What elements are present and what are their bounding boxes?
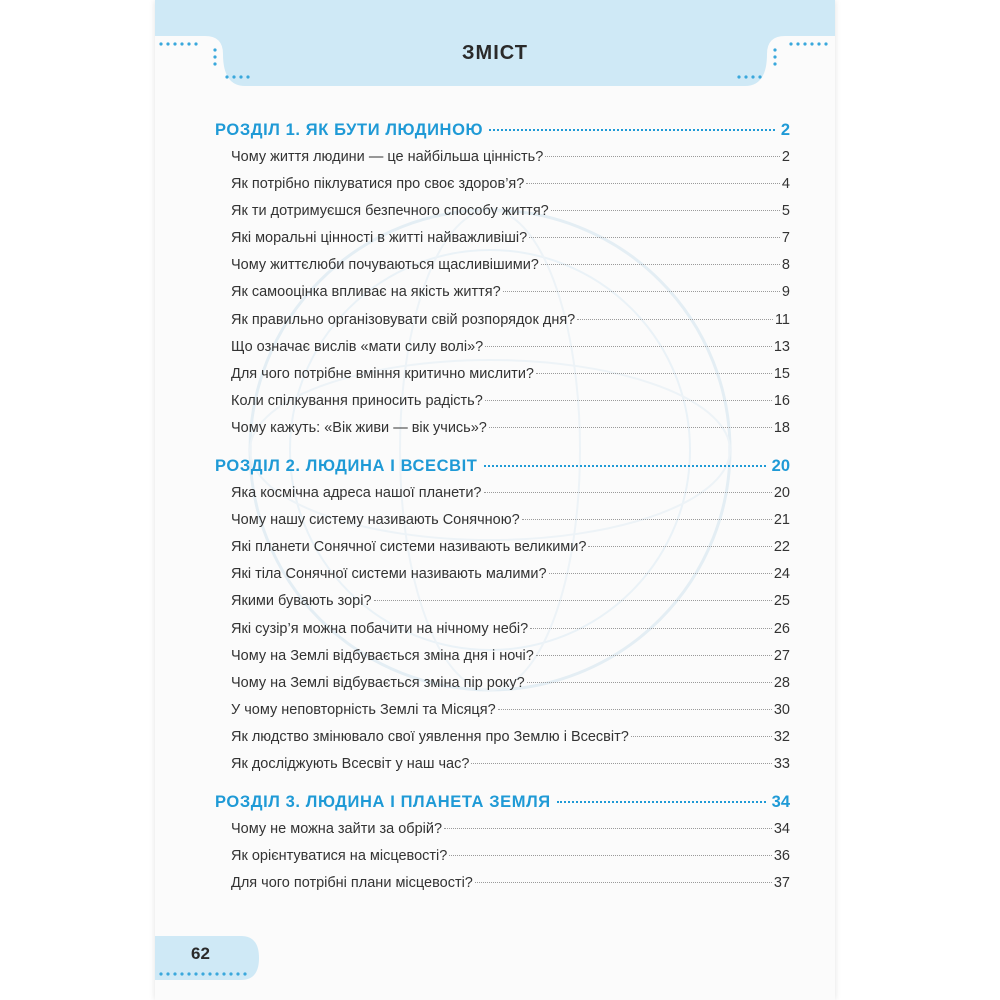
toc-section bbox=[215, 116, 790, 442]
toc-item[interactable] bbox=[215, 561, 790, 588]
dot-leader bbox=[475, 882, 772, 883]
toc-item[interactable] bbox=[215, 279, 790, 306]
toc-item-page-number: 37 bbox=[773, 875, 790, 892]
dot-leader bbox=[484, 492, 772, 493]
section-title: РОЗДІЛ 1. ЯК БУТИ ЛЮДИНОЮ bbox=[215, 121, 484, 139]
dot-leader bbox=[503, 291, 780, 292]
toc-item[interactable] bbox=[215, 507, 790, 534]
toc-item-page-number: 13 bbox=[773, 338, 790, 355]
toc-item-page-number: 5 bbox=[781, 203, 790, 220]
toc-item-page-number: 30 bbox=[773, 701, 790, 718]
dot-leader bbox=[549, 573, 772, 574]
dot-leader bbox=[577, 319, 773, 320]
toc-item-page-number: 4 bbox=[781, 176, 790, 193]
decor-dot bbox=[180, 972, 183, 975]
dot-leader bbox=[485, 400, 772, 401]
dot-leader bbox=[444, 828, 772, 829]
toc-item-page-number: 22 bbox=[773, 539, 790, 556]
page-number: 62 bbox=[191, 944, 210, 963]
toc-item-title: Чому не можна зайти за обрій? bbox=[231, 821, 443, 838]
toc-item-page-number: 33 bbox=[773, 755, 790, 772]
toc-item-page-number: 21 bbox=[773, 512, 790, 529]
section-spacer bbox=[215, 442, 790, 452]
toc-item-page-number: 7 bbox=[781, 230, 790, 247]
toc-item-title: Для чого потрібне вміння критично мислити? bbox=[231, 365, 534, 382]
toc-item[interactable] bbox=[215, 388, 790, 415]
toc-item-title: Коли спілкування приносить радість? bbox=[231, 392, 483, 409]
toc-item-title: Для чого потрібні плани місцевості? bbox=[231, 875, 473, 892]
toc-item[interactable] bbox=[215, 751, 790, 778]
toc-item-page-number: 8 bbox=[781, 257, 790, 274]
book-page bbox=[155, 0, 835, 1000]
toc-item-title: Чому кажуть: «Вік живи — вік учись»? bbox=[231, 419, 487, 436]
toc-item[interactable] bbox=[215, 616, 790, 643]
decor-dot bbox=[208, 972, 211, 975]
toc-item-page-number: 2 bbox=[781, 149, 790, 165]
toc-item-page-number: 25 bbox=[773, 593, 790, 610]
decor-dot bbox=[758, 75, 761, 78]
toc-item-page-number: 18 bbox=[773, 419, 790, 436]
dot-leader bbox=[551, 210, 780, 211]
toc-item[interactable] bbox=[215, 334, 790, 361]
toc-item-list bbox=[215, 816, 790, 897]
toc-item-title: Яка космічна адреса нашої планети? bbox=[231, 485, 482, 502]
toc-item-title: Які планети Сонячної системи називають великими? bbox=[231, 539, 587, 556]
section-title: РОЗДІЛ 3. ЛЮДИНА І ПЛАНЕТА ЗЕМЛЯ bbox=[215, 793, 551, 812]
toc-item-title: Чому життєлюби почуваються щасливішими? bbox=[231, 257, 539, 274]
section-heading[interactable] bbox=[215, 116, 790, 144]
decor-dot bbox=[215, 972, 218, 975]
dot-leader bbox=[374, 600, 772, 601]
toc-item-page-number: 28 bbox=[773, 674, 790, 691]
toc-item-page-number: 24 bbox=[773, 566, 790, 583]
dot-leader bbox=[489, 427, 772, 428]
toc-item-page-number: 27 bbox=[773, 647, 790, 664]
section-heading[interactable] bbox=[215, 788, 790, 816]
toc-item[interactable] bbox=[215, 588, 790, 615]
toc-item-title: Як досліджують Всесвіт у наш час? bbox=[231, 755, 470, 772]
toc-item[interactable] bbox=[215, 816, 790, 843]
dot-leader bbox=[541, 264, 780, 265]
page-number-tab bbox=[155, 936, 265, 980]
decor-dot bbox=[744, 75, 747, 78]
toc-item[interactable] bbox=[215, 415, 790, 442]
toc-item[interactable] bbox=[215, 670, 790, 697]
dot-leader bbox=[449, 855, 772, 856]
decor-dot bbox=[187, 972, 190, 975]
page-title: ЗМІСТ bbox=[462, 42, 528, 64]
toc-item[interactable] bbox=[215, 480, 790, 507]
toc-item-page-number: 32 bbox=[773, 728, 790, 745]
toc-item[interactable] bbox=[215, 198, 790, 225]
toc-item-page-number: 16 bbox=[773, 392, 790, 409]
decor-dot bbox=[232, 75, 235, 78]
toc-item[interactable] bbox=[215, 534, 790, 561]
toc-item[interactable] bbox=[215, 225, 790, 252]
toc-item[interactable] bbox=[215, 697, 790, 724]
table-of-contents bbox=[215, 116, 790, 897]
toc-item[interactable] bbox=[215, 643, 790, 670]
dot-leader bbox=[536, 655, 772, 656]
section-page-number: 34 bbox=[771, 793, 790, 812]
dot-leader bbox=[484, 465, 766, 467]
section-page-number: 2 bbox=[780, 121, 790, 139]
dot-leader bbox=[471, 763, 771, 764]
toc-item-title: Які сузір’я можна побачити на нічному небі? bbox=[231, 620, 529, 637]
dot-leader bbox=[526, 183, 780, 184]
toc-item-page-number: 11 bbox=[774, 311, 790, 328]
decor-dot bbox=[222, 972, 225, 975]
dot-leader bbox=[631, 736, 772, 737]
toc-item-title: Як самооцінка впливає на якість життя? bbox=[231, 284, 501, 301]
decor-dot bbox=[236, 972, 239, 975]
toc-item-list bbox=[215, 480, 790, 778]
toc-item[interactable] bbox=[215, 843, 790, 870]
toc-section bbox=[215, 788, 790, 897]
toc-item-title: Чому життя людини — це найбільша цінність? bbox=[231, 149, 544, 165]
toc-item-title: Що означає вислів «мати силу волі»? bbox=[231, 338, 484, 355]
toc-item[interactable] bbox=[215, 144, 790, 171]
toc-section bbox=[215, 452, 790, 778]
toc-item-title: Як орієнтуватися на місцевості? bbox=[231, 848, 448, 865]
toc-item-title: Як ти дотримуєшся безпечного способу життя? bbox=[231, 203, 549, 220]
toc-item-title: Чому на Землі відбувається зміна пір року? bbox=[231, 674, 525, 691]
dot-leader bbox=[530, 628, 772, 629]
section-page-number: 20 bbox=[771, 457, 790, 476]
toc-item-page-number: 20 bbox=[773, 485, 790, 502]
toc-item[interactable] bbox=[215, 724, 790, 751]
toc-item-page-number: 34 bbox=[773, 821, 790, 838]
decor-dot bbox=[166, 972, 169, 975]
toc-item-title: Які тіла Сонячної системи називають малими? bbox=[231, 566, 547, 583]
toc-item[interactable] bbox=[215, 171, 790, 198]
dot-leader bbox=[536, 373, 772, 374]
toc-item[interactable] bbox=[215, 307, 790, 334]
toc-item-list bbox=[215, 144, 790, 442]
dot-leader bbox=[489, 129, 775, 131]
toc-item-page-number: 15 bbox=[773, 365, 790, 382]
decor-dot bbox=[225, 75, 228, 78]
decor-dot bbox=[201, 972, 204, 975]
dot-leader bbox=[529, 237, 780, 238]
toc-item-title: Як правильно організовувати свій розпорядок дня? bbox=[231, 311, 576, 328]
toc-item[interactable] bbox=[215, 870, 790, 897]
section-title: РОЗДІЛ 2. ЛЮДИНА І ВСЕСВІТ bbox=[215, 457, 478, 476]
dot-leader bbox=[527, 682, 772, 683]
toc-item-title: Якими бувають зорі? bbox=[231, 593, 372, 610]
toc-item[interactable] bbox=[215, 252, 790, 279]
toc-item-title: Чому нашу систему називають Сонячною? bbox=[231, 512, 520, 529]
dot-leader bbox=[545, 156, 780, 157]
toc-item-title: У чому неповторність Землі та Місяця? bbox=[231, 701, 496, 718]
decor-dot bbox=[194, 972, 197, 975]
decor-dot bbox=[243, 972, 246, 975]
decor-dot bbox=[751, 75, 754, 78]
dot-leader bbox=[588, 546, 771, 547]
decor-dot bbox=[173, 972, 176, 975]
decor-dot bbox=[737, 75, 740, 78]
decor-dot bbox=[159, 972, 162, 975]
dot-leader bbox=[498, 709, 772, 710]
toc-item-title: Які моральні цінності в житті найважливіші? bbox=[231, 230, 528, 247]
toc-item-page-number: 9 bbox=[781, 284, 790, 301]
toc-item-title: Як потрібно піклуватися про своє здоров’я? bbox=[231, 176, 525, 193]
toc-item-page-number: 26 bbox=[773, 620, 790, 637]
toc-item-title: Чому на Землі відбувається зміна дня і ночі? bbox=[231, 647, 534, 664]
decor-dot bbox=[229, 972, 232, 975]
section-spacer bbox=[215, 778, 790, 788]
decor-dot bbox=[246, 75, 249, 78]
dot-leader bbox=[522, 519, 772, 520]
toc-item[interactable] bbox=[215, 361, 790, 388]
decor-dot bbox=[239, 75, 242, 78]
dot-leader bbox=[485, 346, 772, 347]
dot-leader bbox=[557, 801, 766, 803]
toc-item-page-number: 36 bbox=[773, 848, 790, 865]
section-heading[interactable] bbox=[215, 452, 790, 480]
toc-item-title: Як людство змінювало свої уявлення про Землю і Всесвіт? bbox=[231, 728, 629, 745]
